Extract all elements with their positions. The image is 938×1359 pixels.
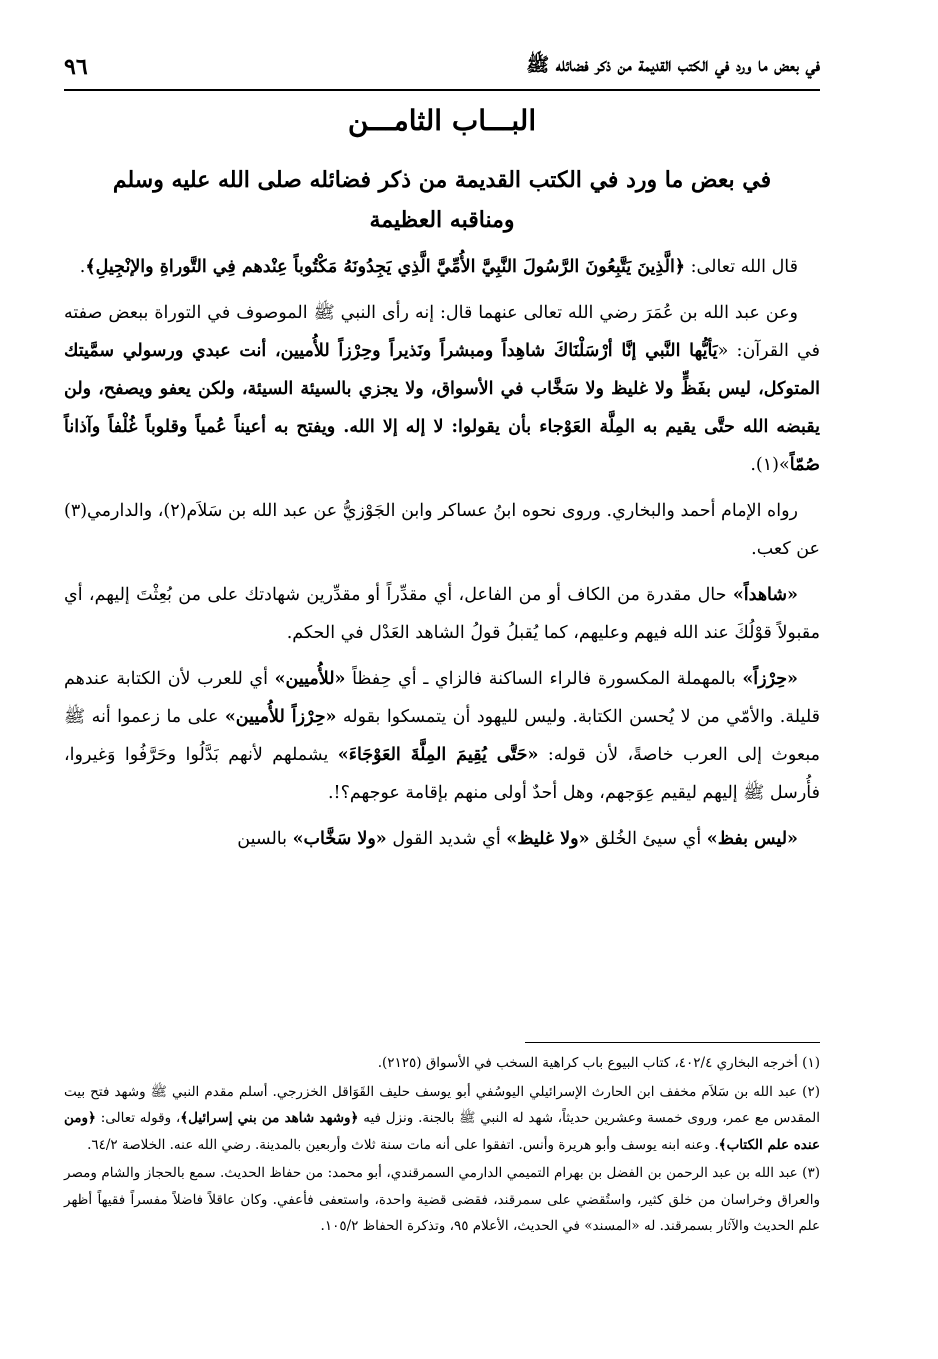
paragraph-narration: رواه الإمام أحمد والبخاري. وروى نحوه ابنُ عساكر وابن الجَوْزيُّ عن عبد الله بن سَلاَم(٢)، والدارمي(٣) عن كعب.	[64, 501, 820, 559]
footnotes	[64, 1050, 820, 1242]
paragraph-laysa-bifazz: «ليس بفظ» أي سيئ الخُلق «ولا غليظ» أي شديد القول «ولا سَخَّاب» بالسين	[237, 829, 798, 849]
main-text	[64, 248, 820, 866]
page-header	[64, 46, 820, 88]
chapter-subtitle	[64, 160, 820, 240]
paragraph-hirz: «حِرْزاً» بالمهملة المكسورة فالراء الساكنة فالزاي ـ أي حِفظاً «للأُميين» أي للعرب لأن الكتابة عندهم قليلة. والأمّي من لا يُحسن الكتابة. وليس لليهود أن يتمسكوا بقوله «حِرْزاً للأُميين» على ما زعموا أنه ﷺ مبعوث إلى العرب خاصةً، لأن قوله: «حَتَّى يُقِيمَ المِلَّةَ العَوْجَاءَ» يشملهم لأنهم بَدَّلُوا وحَرَّفُوا وَغيروا، فأُرسل ﷺ إليهم ليقيم عِوَجهم، وهل أحدٌ أولى منهم بإقامة عوجهم؟!.	[64, 669, 820, 803]
quran-verse: ﴿الَّذِينَ يَتَّبِعُونَ الرَّسُولَ النَّبِيَّ الأُمِّيَّ الَّذِي يَجِدُونَهُ مَكْتُوباً عِنْدهم فِي التَّوراةِ والإنْجِيلِ﴾	[85, 257, 686, 277]
page-number: ٩٦	[64, 54, 88, 80]
paragraph-quran-verse: قال الله تعالى: ﴿الَّذِينَ يَتَّبِعُونَ الرَّسُولَ النَّبِيَّ الأُمِّيَّ الَّذِي يَجِدُونَهُ مَكْتُوباً عِنْدهم فِي التَّوراةِ والإنْجِيلِ﴾.	[79, 257, 798, 277]
chapter-subtitle-line2: ومناقبه العظيمة	[369, 207, 515, 233]
chapter-subtitle-line1: في بعض ما ورد في الكتب القديمة من ذكر فضائله صلى الله عليه وسلم	[112, 167, 772, 193]
hadith-quote: يَأيُّها النَّبي إنَّا أرْسَلْنَاكَ شاهِداً ومبشراً ونَذيراً وحِرْزاً للأُميين، أنت عبدي ورسولي سمَّيتك المتوكل، ليس بفَظٍّ ولا غليظ ولا سَخَّاب في الأسواق، ولا يجزي بالسيئة السيئة، ولكن يعفو ويصفح، ولن يقبضه الله حتَّى يقيم به المِلَّة العَوْجاء بأن يقولوا: لا إله إلا الله. ويفتح به أعيناً عُمياً وقلوباً غُلْفاً وآذاناً صُمّاً	[64, 341, 820, 475]
footnote-divider	[525, 1042, 820, 1043]
paragraph-hadith: وعن عبد الله بن عُمَرَ رضي الله تعالى عنهما قال: إنه رأى النبي ﷺ الموصوف في التوراة ببعض صفته في القرآن: «يَأيُّها النَّبي إنَّا أرْسَلْنَاكَ شاهِداً ومبشراً ونَذيراً وحِرْزاً للأُميين، أنت عبدي ورسولي سمَّيتك المتوكل، ليس بفَظٍّ ولا غليظ ولا سَخَّاب في الأسواق، ولا يجزي بالسيئة السيئة، ولكن يعفو ويصفح، ولن يقبضه الله حتَّى يقيم به المِلَّة العَوْجاء بأن يقولوا: لا إله إلا الله. ويفتح به أعيناً عُمياً وقلوباً غُلْفاً وآذاناً صُمّاً»(١).	[64, 303, 820, 475]
chapter-title: البـــاب الثامـــن	[347, 104, 537, 137]
footnote-2: (٢) عبد الله بن سَلاَم مخفف ابن الحارث الإسرائيلي اليوسُفي أبو يوسف حليف القَوَاقل الخزرجي. أسلم مقدم النبي ﷺ وشهد فتح بيت المقدس مع عمر، وروى خمسة وعشرين حديثاً، شهد له النبي ﷺ بالجنة. ونزل فيه ﴿وشهد شاهد من بني إسرائيل﴾، وقوله تعالى: ﴿ومن عنده علم الكتاب﴾. وعنه ابنه يوسف وأبو هريرة وأنس. اتفقوا على أنه مات سنة ثلاث وأربعين بالمدينة. رضي الله عنه. الخلاصة ٦٤/٢.	[64, 1083, 820, 1153]
paragraph-shahid: «شاهداً» حال مقدرة من الكاف أو من الفاعل، أي مقدِّراً أو مقدِّرين شهادتك على من بُعِثْتَ إليهم، أي مقبولاً قوْلُكَ عند الله فيهم وعليهم، كما يُقبلُ قولُ الشاهد العَدْل في الحكم.	[64, 585, 820, 643]
footnote-1: (١) أخرجه البخاري ٤٠٢/٤، كتاب البيوع باب كراهية السخب في الأسواق (٢١٢٥).	[377, 1055, 820, 1071]
header-divider	[64, 89, 820, 91]
running-title: في بعض ما ورد في الكتب القديمة من ذكر فضائله ﷺ	[526, 54, 820, 76]
footnote-3: (٣) عبد الله بن عبد الرحمن بن الفضل بن بهرام التميمي الدارمي السمرقندي، أبو محمد: من حفاظ الحديث. سمع بالحجاز والشام ومصر والعراق وخراسان من خلق كثير، واستُقضي على سمرقند، فقضى قضية واحدة، واستعفى فأعفي. وكان عاقلاً فاضلاً مفسراً فقيهاً أظهر علم الحديث والآثار بسمرقند. له «المسند» في الحديث، الأعلام ٩٥، وتذكرة الحفاظ ١٠٥/٢.	[64, 1165, 820, 1234]
